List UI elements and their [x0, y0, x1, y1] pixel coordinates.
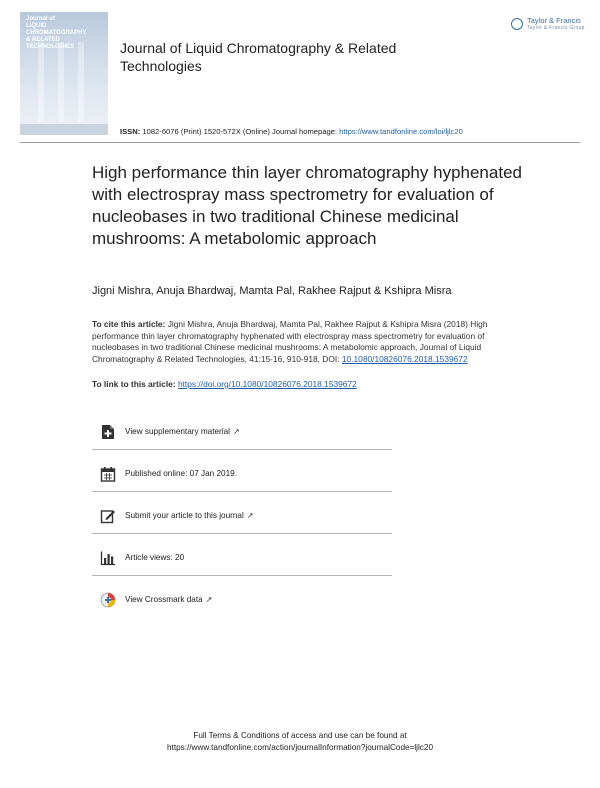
- publisher-name: Taylor & Francis: [527, 16, 581, 25]
- publisher-logo-icon: [511, 18, 523, 30]
- issn-line: [120, 127, 463, 136]
- article-views-label: Article views: 20: [125, 553, 185, 562]
- submit-article-link[interactable]: [92, 504, 392, 531]
- supplementary-material-link[interactable]: [92, 420, 392, 447]
- citation-doi-link[interactable]: 10.1080/10826076.2018.1539672: [341, 353, 468, 364]
- calendar-icon: [100, 466, 116, 482]
- cover-title-line: CHROMATOGRAPHY: [26, 30, 87, 36]
- article-authors: Jigni Mishra, Anuja Bhardwaj, Mamta Pal, Rakhee Rajput & Kshipra Misra: [92, 285, 452, 297]
- footer-terms-link[interactable]: https://www.tandfonline.com/action/journalInformation?journalCode=ljlc20: [166, 743, 434, 752]
- publisher-logo[interactable]: [511, 16, 591, 36]
- citation-text: Jigni Mishra, Anuja Bhardwaj, Mamta Pal, Rakhee Rajput & Kshipra Misra (2018) High performance thin layer chromatography hyphenated with electrospray mass spectrometry for evaluation of nucleobases in two traditional Chinese medicinal mushrooms: A metabolomic approach, Journal of Liquid Chromatography & Related Technologies, 41:15-16, 910-918, DOI:: [92, 319, 488, 364]
- cover-title-line: Journal of: [26, 16, 56, 22]
- article-link-url[interactable]: https://doi.org/10.1080/10826076.2018.1539672: [177, 379, 357, 389]
- cover-decoration: [78, 42, 84, 122]
- submit-article-label: Submit your article to this journal: [125, 511, 244, 520]
- published-online-item: [92, 462, 392, 489]
- issn-value: 1082-6076 (Print) 1520-572X (Online) Journal homepage:: [142, 127, 337, 136]
- footer-terms-text: Full Terms & Conditions of access and use can be found at: [193, 731, 407, 740]
- edit-icon: [100, 508, 116, 524]
- item-divider: [92, 575, 392, 576]
- journal-homepage-link[interactable]: https://www.tandfonline.com/loi/ljlc20: [339, 127, 463, 136]
- article-views-item: [92, 546, 392, 573]
- header-divider: [20, 142, 580, 143]
- item-divider: [92, 533, 392, 534]
- journal-title: Journal of Liquid Chromatography & Related Technologies: [120, 40, 397, 74]
- external-link-icon: ↗: [232, 427, 240, 436]
- citation-block: [92, 319, 502, 365]
- published-online-label: Published online: 07 Jan 2019.: [125, 469, 237, 478]
- citation-label: To cite this article:: [92, 319, 166, 329]
- journal-cover-image: [20, 12, 108, 135]
- crossmark-icon: [100, 592, 116, 608]
- item-divider: [92, 491, 392, 492]
- cover-title-line: LIQUID: [26, 23, 47, 29]
- external-link-icon: ↗: [246, 511, 254, 520]
- article-actions-list: [92, 420, 392, 615]
- external-link-icon: ↗: [205, 595, 213, 604]
- article-title: High performance thin layer chromatography hyphenated with electrospray mass spectrometry for evaluation of nucleobases in two traditional Chinese medicinal mushrooms: A metabolomic approach: [92, 163, 522, 248]
- article-link-label: To link to this article:: [92, 379, 176, 389]
- item-divider: [92, 449, 392, 450]
- footer: [0, 730, 600, 754]
- supplementary-doc-icon: [100, 424, 116, 440]
- cover-decoration: [38, 42, 44, 122]
- article-link-line: [92, 379, 357, 389]
- bar-chart-icon: [100, 550, 116, 566]
- crossmark-link[interactable]: [92, 588, 392, 615]
- supplementary-material-label: View supplementary material: [125, 427, 230, 436]
- cover-title-line: & RELATED TECHNOLOGIES: [26, 37, 75, 50]
- publisher-tagline: Taylor & Francis Group: [527, 25, 585, 31]
- cover-decoration: [58, 42, 64, 122]
- crossmark-label: View Crossmark data: [125, 595, 203, 604]
- cover-band: [20, 124, 108, 135]
- issn-label: ISSN:: [120, 127, 141, 136]
